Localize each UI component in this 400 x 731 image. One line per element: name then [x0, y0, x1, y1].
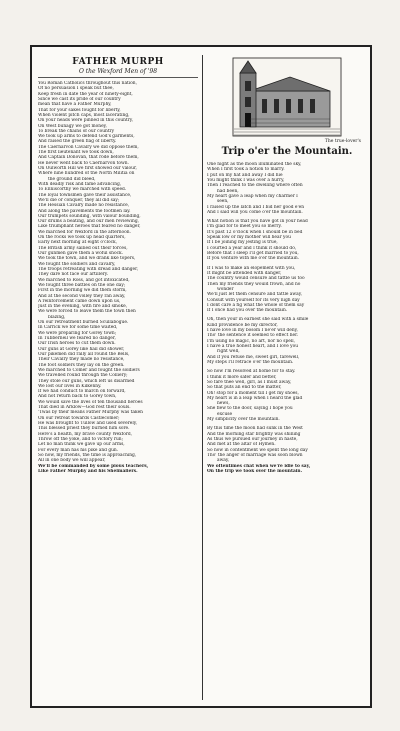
verse-line: She flew to the door, saying I hope you	[207, 406, 293, 412]
verse-line: And the morning star brightly was shining	[207, 431, 301, 437]
verse-line: And if you refuse me, sweet girl, farewell,	[207, 354, 300, 360]
verse-line: And raised the green flag of liberty.	[38, 139, 117, 145]
verse-line: For every man has his pike and gun.	[38, 447, 119, 453]
broadside-sheet	[30, 45, 372, 708]
verse-line: I'm using no magic, no art, nor no spell,	[207, 338, 296, 344]
verse-line: And Captain Donovan, that rode before them,	[38, 155, 139, 161]
verse-line: mean that have a Father Murphy,	[38, 102, 112, 108]
verse-line: What notion is that you have got in your head	[207, 219, 308, 225]
verse-line: On the rocks we took up head quarters,	[38, 235, 126, 241]
verse-line: Let no man think we gave up our arms,	[38, 442, 125, 448]
stanza	[207, 266, 367, 314]
verse-line: We'll die or conquer, they all did say;	[38, 197, 120, 203]
verse-line: I courted a year and I think it should do,	[207, 245, 297, 251]
verse-line: Just in the evening, with fire and smoke,	[38, 304, 128, 310]
stanza	[207, 317, 367, 365]
verse-line: I'm glad for to meet you so merry.	[207, 224, 282, 230]
verse-line: We took the town, and we drank like topers,	[38, 256, 136, 262]
ballad-title-left: FATHER MURPH	[72, 57, 164, 67]
verse-line: You might think I was over a hurry,	[207, 177, 285, 183]
verse-line: Like Father Murphy and his Shelmaliers.	[38, 468, 138, 474]
verse-line: Our pikemen did rally all round the Bells,	[38, 351, 130, 357]
verse-line: Our drums a beating, and our men reviewing,	[38, 219, 139, 225]
verse-line: had been,	[217, 188, 239, 194]
verse-line: My heart is in a leap when I heard the glad	[207, 395, 303, 401]
verse-line: Where nine hundred of the North Militia on	[38, 171, 135, 177]
verse-line: On Oulworth Hill we first showed our valour,	[38, 166, 137, 171]
verse-line: We fought three battles on the one day;	[38, 282, 126, 288]
verse-line: He was brought to Tullow and used severely,	[38, 421, 137, 426]
verse-line: excuse	[217, 411, 233, 417]
verse-line: Consult with yourself for its very nigh day	[207, 297, 300, 303]
verse-line: We travelled round through the Colliery;	[38, 373, 128, 379]
verse-line: When violent pitch caps, most lacerating,	[38, 112, 130, 118]
verse-line: seen,	[217, 199, 229, 205]
verse-line: I think it more safer and better,	[207, 374, 277, 380]
verse-line: And not return back to Gorey town,	[38, 394, 117, 400]
verse-line: If you venture with me o'er the mountain.	[207, 256, 300, 262]
verse-line: We'll just let them censure and tattle away,	[207, 292, 302, 298]
verse-line: And I said will you come o'er the mountain.	[207, 209, 303, 215]
verse-line: My simplicity over the mountain.	[207, 417, 280, 423]
verse-line: They stole our guns, which left us disarmed	[38, 378, 135, 384]
verse-line: Our gunmen gave them a woful shock.	[38, 251, 124, 256]
verse-line: The first lieutenant we took down,	[38, 150, 114, 156]
verse-line: The British army sallied out their forces,	[38, 245, 128, 251]
verse-line: And at the second volley they ran away,	[38, 293, 126, 299]
verse-line: If we had conduct to march on forward,	[38, 389, 126, 395]
verse-line: We marched to Ross, and got intoxicated,	[38, 277, 130, 283]
verse-line: The troops retreating with dread and danger,	[38, 266, 139, 272]
verse-line: So fare thee well, girl, as I must away,	[207, 379, 292, 385]
verse-line: He never went back to Caernarvon town.	[38, 160, 129, 166]
verse-line: We would save the lives of ten thousand heroes	[38, 399, 143, 405]
verse-line: We marched for Wexford in the afternoon.	[38, 229, 131, 235]
church-woodcut-image	[232, 57, 342, 137]
verse-line: On your heads were pinned in this country,	[38, 118, 134, 124]
verse-line: Kind providence be my director,	[207, 322, 278, 328]
woodcut-caption: The true-lover's	[324, 139, 361, 144]
verse-line: All in one body we will appear,	[38, 458, 106, 464]
verse-line: Before that I sleep I'll get married to you,	[207, 251, 299, 256]
verse-line: We were forced to leave them the town then	[38, 309, 136, 315]
verse-line: Oh, then your in earnest she said with a smile	[207, 317, 309, 323]
verse-line: So now in contentment we spent the long day	[207, 447, 308, 453]
verse-line: That died in Arklow—God rest their souls.	[38, 405, 131, 411]
verse-line: Our trumpets sounding, with valour bounding,	[38, 213, 141, 219]
verse-line: Of no persuasion I speak but thee,	[38, 86, 114, 92]
verse-line: The Caernarvon Cavalry we did oppose them,	[38, 144, 139, 150]
verse-line: Oh! stop for a moment till I get my shoes,	[207, 390, 299, 396]
verse-line: So now I'm resolved at home for to stay.	[207, 369, 296, 375]
verse-line: To break the chains of our country	[38, 128, 115, 134]
verse-line: Since we cast its pride of our country	[38, 96, 121, 102]
stanza	[207, 426, 367, 474]
verse-line: In Carrick we for some time waited,	[38, 325, 118, 331]
verse-line: We marched to Comer and fought the soldiers	[38, 367, 140, 373]
verse-line: That for your sakes fought for liberty,	[38, 107, 121, 113]
verse-line: wonder	[217, 286, 234, 292]
verse-line: On our retreatment burned Scullabogue.	[38, 320, 129, 326]
verse-line: It might be attended with danger,	[207, 270, 282, 276]
verse-line: They dare not face our artillery.	[38, 272, 108, 278]
verse-line: If I once had you over the mountain.	[207, 308, 288, 314]
ballad-subtitle-left: O the Wexford Men of '98	[38, 68, 198, 78]
verse-line: I have a true honest heart, and I love you	[207, 344, 299, 349]
verse-line: If I was to make an elopement with you,	[207, 265, 296, 271]
verse-line: When I first took a notion to marry.	[207, 167, 285, 173]
verse-line: On West bunagy we got money,	[38, 123, 107, 129]
verse-line: I have love in my bosom I ne'er will deny,	[207, 328, 298, 334]
verse-line: The foot soldiers they lay on the green.	[38, 362, 125, 368]
verse-line: blazing,	[48, 314, 66, 320]
verse-line: The Hessian Cavalry made no resistance,	[38, 203, 130, 209]
verse-line: On the trip we took over the mountain.	[207, 468, 303, 474]
verse-line: The country would censure and tattle us too	[207, 276, 305, 282]
verse-line: Then my friends they would frown, and no	[207, 281, 301, 287]
verse-line: the ground did bleed,	[48, 176, 96, 182]
verse-line: So now, my friends, the time is approaching,	[38, 452, 137, 458]
stanza	[207, 369, 367, 422]
verse-line: away,	[217, 458, 230, 464]
verse-line: Then I reached to the dwelling where often	[207, 183, 303, 189]
ballad-title-right: Trip o'er the Mountain.	[221, 146, 353, 157]
verse-line: The loyal townsmen gave their assistance,	[38, 192, 132, 198]
verse-line: With deadly risk and fame advancing,	[38, 181, 122, 187]
verse-line: I put on my hat and away I did hie	[207, 172, 283, 178]
stanza	[207, 162, 367, 215]
verse-line: We fought the soldiers and cavalry,	[38, 261, 116, 267]
verse-line: Tho' the sentence it seemed to effect her.	[207, 333, 299, 339]
verse-line: My steps I'll retrace o'er the mountain.	[207, 359, 294, 365]
verse-line: Our guns at Gorey like hail did shower,	[38, 346, 125, 352]
verse-line: And met at the altar of Hymen.	[207, 442, 276, 448]
verse-line: First in the morning we did them storm,	[38, 288, 127, 294]
verse-line: My heart gave a leap when my charmer I	[207, 193, 298, 199]
verse-line: Early next morning at eight o'clock,	[38, 240, 118, 246]
ballad-text-right	[207, 162, 367, 474]
verse-line: Speak low or my mother will hear you	[207, 235, 291, 241]
verse-line: 'Twas by their means Father Murphy was taken	[38, 410, 143, 416]
column-divider	[202, 55, 203, 700]
verse-line: You Roman Catholics throughout this nation,	[38, 81, 137, 86]
verse-line: Our Irish heroes to cut them down.	[38, 341, 116, 347]
verse-line: One night as the moon illuminated the sky,	[207, 162, 302, 167]
verse-line: Like triumphant heroes that feared no danger,	[38, 224, 141, 230]
verse-line: Keep fresh in date the year of ninety-eight,	[38, 91, 133, 97]
stanza	[207, 219, 367, 262]
verse-line: We took up arms to defend God's garments,	[38, 134, 135, 140]
ballad-text-left	[38, 81, 198, 474]
verse-line: I raised up the latch and I bid her good e'en	[207, 204, 305, 210]
verse-line: So that puts an end to the matter,	[207, 385, 282, 391]
verse-line: And along the pavements the footmen lay.	[38, 208, 131, 214]
verse-line: As thus we pursued our journey in haste,	[207, 437, 298, 442]
verse-line: This blessed priest they burned him sore.	[38, 426, 130, 432]
verse-line: Tho' the anger of marriage was soon blown	[207, 452, 303, 458]
right-column	[207, 53, 367, 474]
verse-line: I dont care a fig what the whole of them say	[207, 302, 305, 308]
verse-line: It's past 12 o'clock when I should be in bed	[207, 229, 303, 235]
verse-line: We were preparing for Gorey town;	[38, 330, 117, 336]
verse-line: right well,	[217, 349, 240, 355]
verse-line: We'll be commanded by some pious teachers,	[38, 463, 149, 469]
verse-line: To Enniscorthy we marched with speed.	[38, 187, 127, 193]
verse-line: news,	[217, 401, 230, 407]
left-column	[38, 53, 198, 474]
verse-line: On our retreat towards Castlecomer;	[38, 415, 120, 421]
verse-line: We lost our lives in Kilkenny.	[38, 383, 102, 389]
verse-line: If I be joining my jesting is true,	[207, 240, 278, 246]
verse-line: By this time the moon had sunk in the West	[207, 426, 303, 432]
verse-line: Here's a health, my brave county Wexford,	[38, 431, 133, 437]
verse-line: Their Cavalry they made no resistance,	[38, 357, 125, 363]
verse-line: Throw off the yoke, and to victory run;	[38, 436, 124, 442]
verse-line: A reinforcement came down upon us,	[38, 298, 121, 304]
verse-line: We oftentimes chat when we're idle to say,	[207, 463, 311, 469]
verse-line: In Tubberneil we feared no danger,	[38, 336, 116, 341]
